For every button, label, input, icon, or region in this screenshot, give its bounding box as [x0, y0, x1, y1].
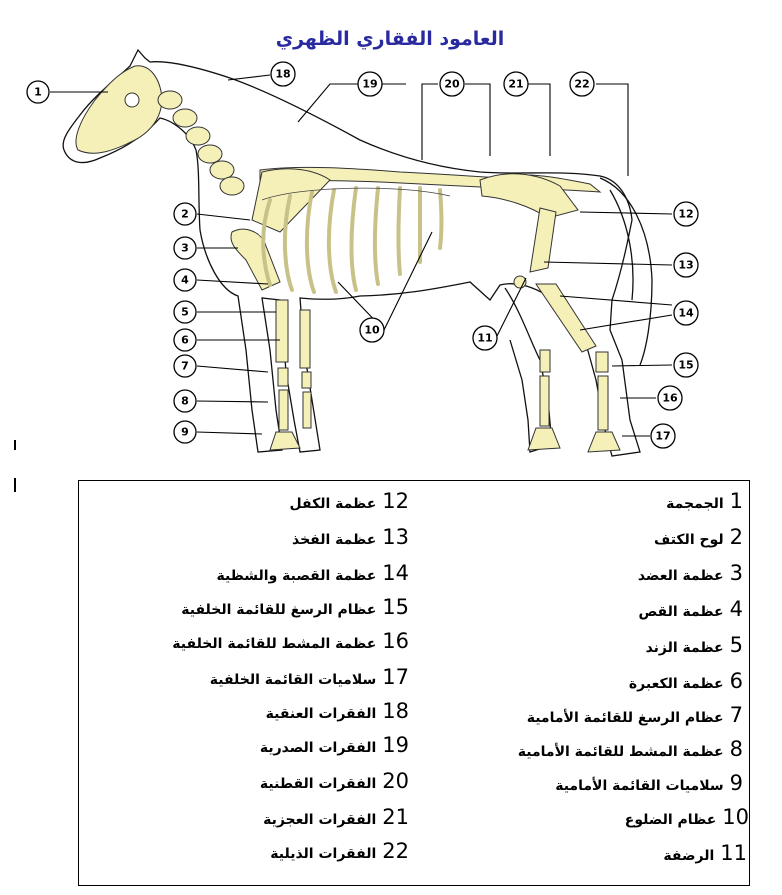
svg-text:20: 20 [444, 77, 460, 91]
callout-1 [27, 81, 49, 103]
humerus-bone [231, 229, 280, 290]
legend-item-12: 12عظمة الكفل [289, 489, 409, 513]
legend-item-2: 2لوح الكتف [654, 525, 743, 549]
callout-9 [174, 421, 196, 443]
svg-text:6: 6 [181, 333, 189, 347]
skeleton [76, 66, 620, 452]
callout-16 [658, 386, 682, 410]
callout-5 [174, 301, 196, 323]
legend-item-4: 4عظمة القص [638, 597, 743, 621]
legend-item-11: 11الرضفة [663, 841, 747, 865]
legend-item-10: 10عظام الضلوع [624, 805, 749, 829]
edge-tick [14, 440, 16, 450]
svg-text:15: 15 [678, 358, 694, 372]
rib-cage [262, 188, 450, 292]
legend-item-1: 1الجمجمة [666, 489, 743, 513]
callout-11 [473, 326, 497, 350]
legend-box [78, 480, 750, 886]
svg-text:21: 21 [508, 77, 524, 91]
callout-15 [674, 353, 698, 377]
legend-item-3: 3عظمة العضد [637, 561, 743, 585]
svg-text:16: 16 [662, 391, 678, 405]
legend-item-13: 13عظمة الفخذ [292, 525, 409, 549]
skull-bone [76, 66, 162, 153]
svg-text:7: 7 [181, 359, 189, 373]
legend-item-6: 6عظمة الكعبرة [628, 669, 743, 693]
legend-item-19: 19الفقرات الصدرية [259, 733, 409, 757]
callout-14 [674, 301, 698, 325]
legend-item-16: 16عظمة المشط للقائمة الخلفية [172, 629, 409, 653]
legend-item-15: 15عظام الرسغ للقائمة الخلفية [181, 595, 409, 619]
callout-3 [174, 237, 196, 259]
callout-19 [358, 72, 382, 96]
svg-text:14: 14 [678, 306, 694, 320]
callout-12 [674, 202, 698, 226]
callout-2 [174, 203, 196, 225]
callout-21 [504, 72, 528, 96]
svg-text:3: 3 [181, 241, 189, 255]
cervical-vertebrae [158, 91, 244, 195]
callout-4 [174, 269, 196, 291]
callout-8 [174, 390, 196, 412]
svg-text:13: 13 [678, 258, 694, 272]
legend-item-14: 14عظمة القصبة والشظية [216, 561, 409, 585]
legend-item-7: 7عظام الرسغ للقائمة الأمامية [526, 703, 743, 727]
legend-item-20: 20الفقرات القطنية [259, 769, 409, 793]
svg-text:5: 5 [181, 305, 189, 319]
callout-22 [570, 72, 594, 96]
svg-text:8: 8 [181, 394, 189, 408]
callout-17 [651, 424, 675, 448]
svg-text:18: 18 [275, 67, 291, 81]
tibia-bone [536, 284, 596, 352]
front-leg-bones [270, 300, 311, 450]
svg-text:2: 2 [181, 207, 189, 221]
svg-text:9: 9 [181, 425, 189, 439]
svg-text:12: 12 [678, 207, 694, 221]
callout-7 [174, 355, 196, 377]
svg-text:10: 10 [364, 323, 380, 337]
callout-10 [360, 318, 384, 342]
svg-text:19: 19 [362, 77, 378, 91]
legend-item-5: 5عظمة الزند [645, 633, 743, 657]
legend-item-9: 9سلاميات القائمة الأمامية [555, 771, 743, 795]
svg-text:17: 17 [655, 429, 671, 443]
legend-item-8: 8عظمة المشط للقائمة الأمامية [517, 737, 743, 761]
legend-item-21: 21الفقرات العجزية [263, 805, 409, 829]
edge-tick [14, 478, 16, 492]
diagram-title: العامود الفقاري الظهري [275, 28, 505, 50]
svg-text:1: 1 [34, 85, 42, 99]
svg-text:4: 4 [181, 273, 189, 287]
callout-20 [440, 72, 464, 96]
svg-text:11: 11 [477, 331, 493, 345]
callout-18 [271, 62, 295, 86]
callout-13 [674, 253, 698, 277]
legend-item-18: 18الفقرات العنقية [265, 699, 409, 723]
callout-6 [174, 329, 196, 351]
legend-item-17: 17سلاميات القائمة الخلفية [209, 665, 409, 689]
svg-text:22: 22 [574, 77, 590, 91]
legend-item-22: 22الفقرات الذيلية [270, 839, 409, 863]
